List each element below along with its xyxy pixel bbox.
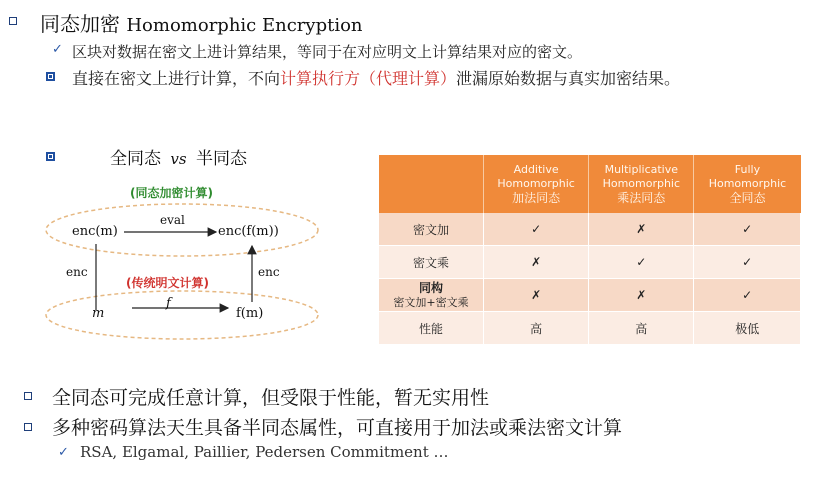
cell: ✗ (589, 279, 694, 312)
cell: ✓ (694, 213, 801, 246)
cell: 高 (589, 312, 694, 345)
table-header-row (379, 155, 801, 213)
f-label: f (166, 296, 171, 311)
enc-m-label: enc(m) (72, 224, 118, 239)
cell: ✓ (589, 246, 694, 279)
intro-line2-pre: 直接在密文上进行计算，不向 (72, 69, 281, 88)
cell: ✓ (694, 279, 801, 312)
bottom-line2: 多种密码算法天生具备半同态属性，可直接用于加法或乘法密文计算 (52, 417, 623, 439)
row-label: 密文加 (379, 213, 484, 246)
bottom-bullet (24, 423, 32, 431)
check-icon: ✓ (52, 42, 63, 57)
cell: ✓ (484, 213, 589, 246)
intro-line1: 区块对数据在密文上进计算结果，等同于在对应明文上计算结果对应的密文。 (72, 43, 583, 61)
diagram-bottom-label: (传统明文计算) (126, 276, 209, 290)
fm-label: f(m) (236, 306, 264, 321)
cell: 高 (484, 312, 589, 345)
intro-line2-post: 泄漏原始数据与真实加密结果。 (456, 69, 681, 88)
table-header-fully: Fully Homomorphic 全同态 (694, 155, 801, 213)
title-en: Homomorphic Encryption (126, 15, 363, 36)
cell: ✗ (589, 213, 694, 246)
table-row (379, 312, 801, 345)
m-label: m (92, 306, 105, 321)
bottom-line3: RSA, Elgamal, Paillier, Pedersen Commitment … (80, 443, 449, 461)
table-row (379, 246, 801, 279)
page-title (40, 8, 363, 37)
square-bullet-icon (46, 72, 55, 81)
homomorphic-diagram (40, 180, 330, 345)
cell: ✓ (694, 246, 801, 279)
diagram-top-label: (同态加密计算) (130, 186, 213, 200)
cell: ✗ (484, 246, 589, 279)
row-label: 性能 (379, 312, 484, 345)
bottom-bullet (24, 392, 32, 400)
bottom-line1: 全同态可完成任意计算，但受限于性能，暂无实用性 (52, 387, 490, 409)
title-cn: 同态加密 (40, 12, 120, 36)
enc-left-label: enc (66, 265, 88, 279)
table-header-additive: Additive Homomorphic 加法同态 (484, 155, 589, 213)
row-label: 密文乘 (379, 246, 484, 279)
bottom-ellipse (46, 291, 318, 339)
cell: ✗ (484, 279, 589, 312)
compare-label (110, 144, 247, 169)
intro-line2-red: 计算执行方（代理计算） (280, 69, 457, 88)
intro-line2 (72, 66, 680, 89)
check-icon: ✓ (58, 445, 69, 460)
table-row (379, 213, 801, 246)
table-header-empty (379, 155, 484, 213)
enc-right-label: enc (258, 265, 280, 279)
row-label: 同构 密文加+密文乘 (379, 279, 484, 312)
title-bullet (9, 17, 17, 25)
compare-full: 全同态 (110, 149, 161, 169)
compare-vs: vs (170, 150, 187, 168)
table-row (379, 279, 801, 312)
enc-fm-label: enc(f(m)) (218, 224, 279, 239)
eval-label: eval (160, 213, 185, 227)
square-bullet-icon (46, 152, 55, 161)
table-header-multiplicative: Multiplicative Homomorphic 乘法同态 (589, 155, 694, 213)
cell-red: 极低 (694, 312, 801, 345)
homomorphic-table (379, 155, 801, 345)
compare-partial: 半同态 (195, 149, 247, 169)
